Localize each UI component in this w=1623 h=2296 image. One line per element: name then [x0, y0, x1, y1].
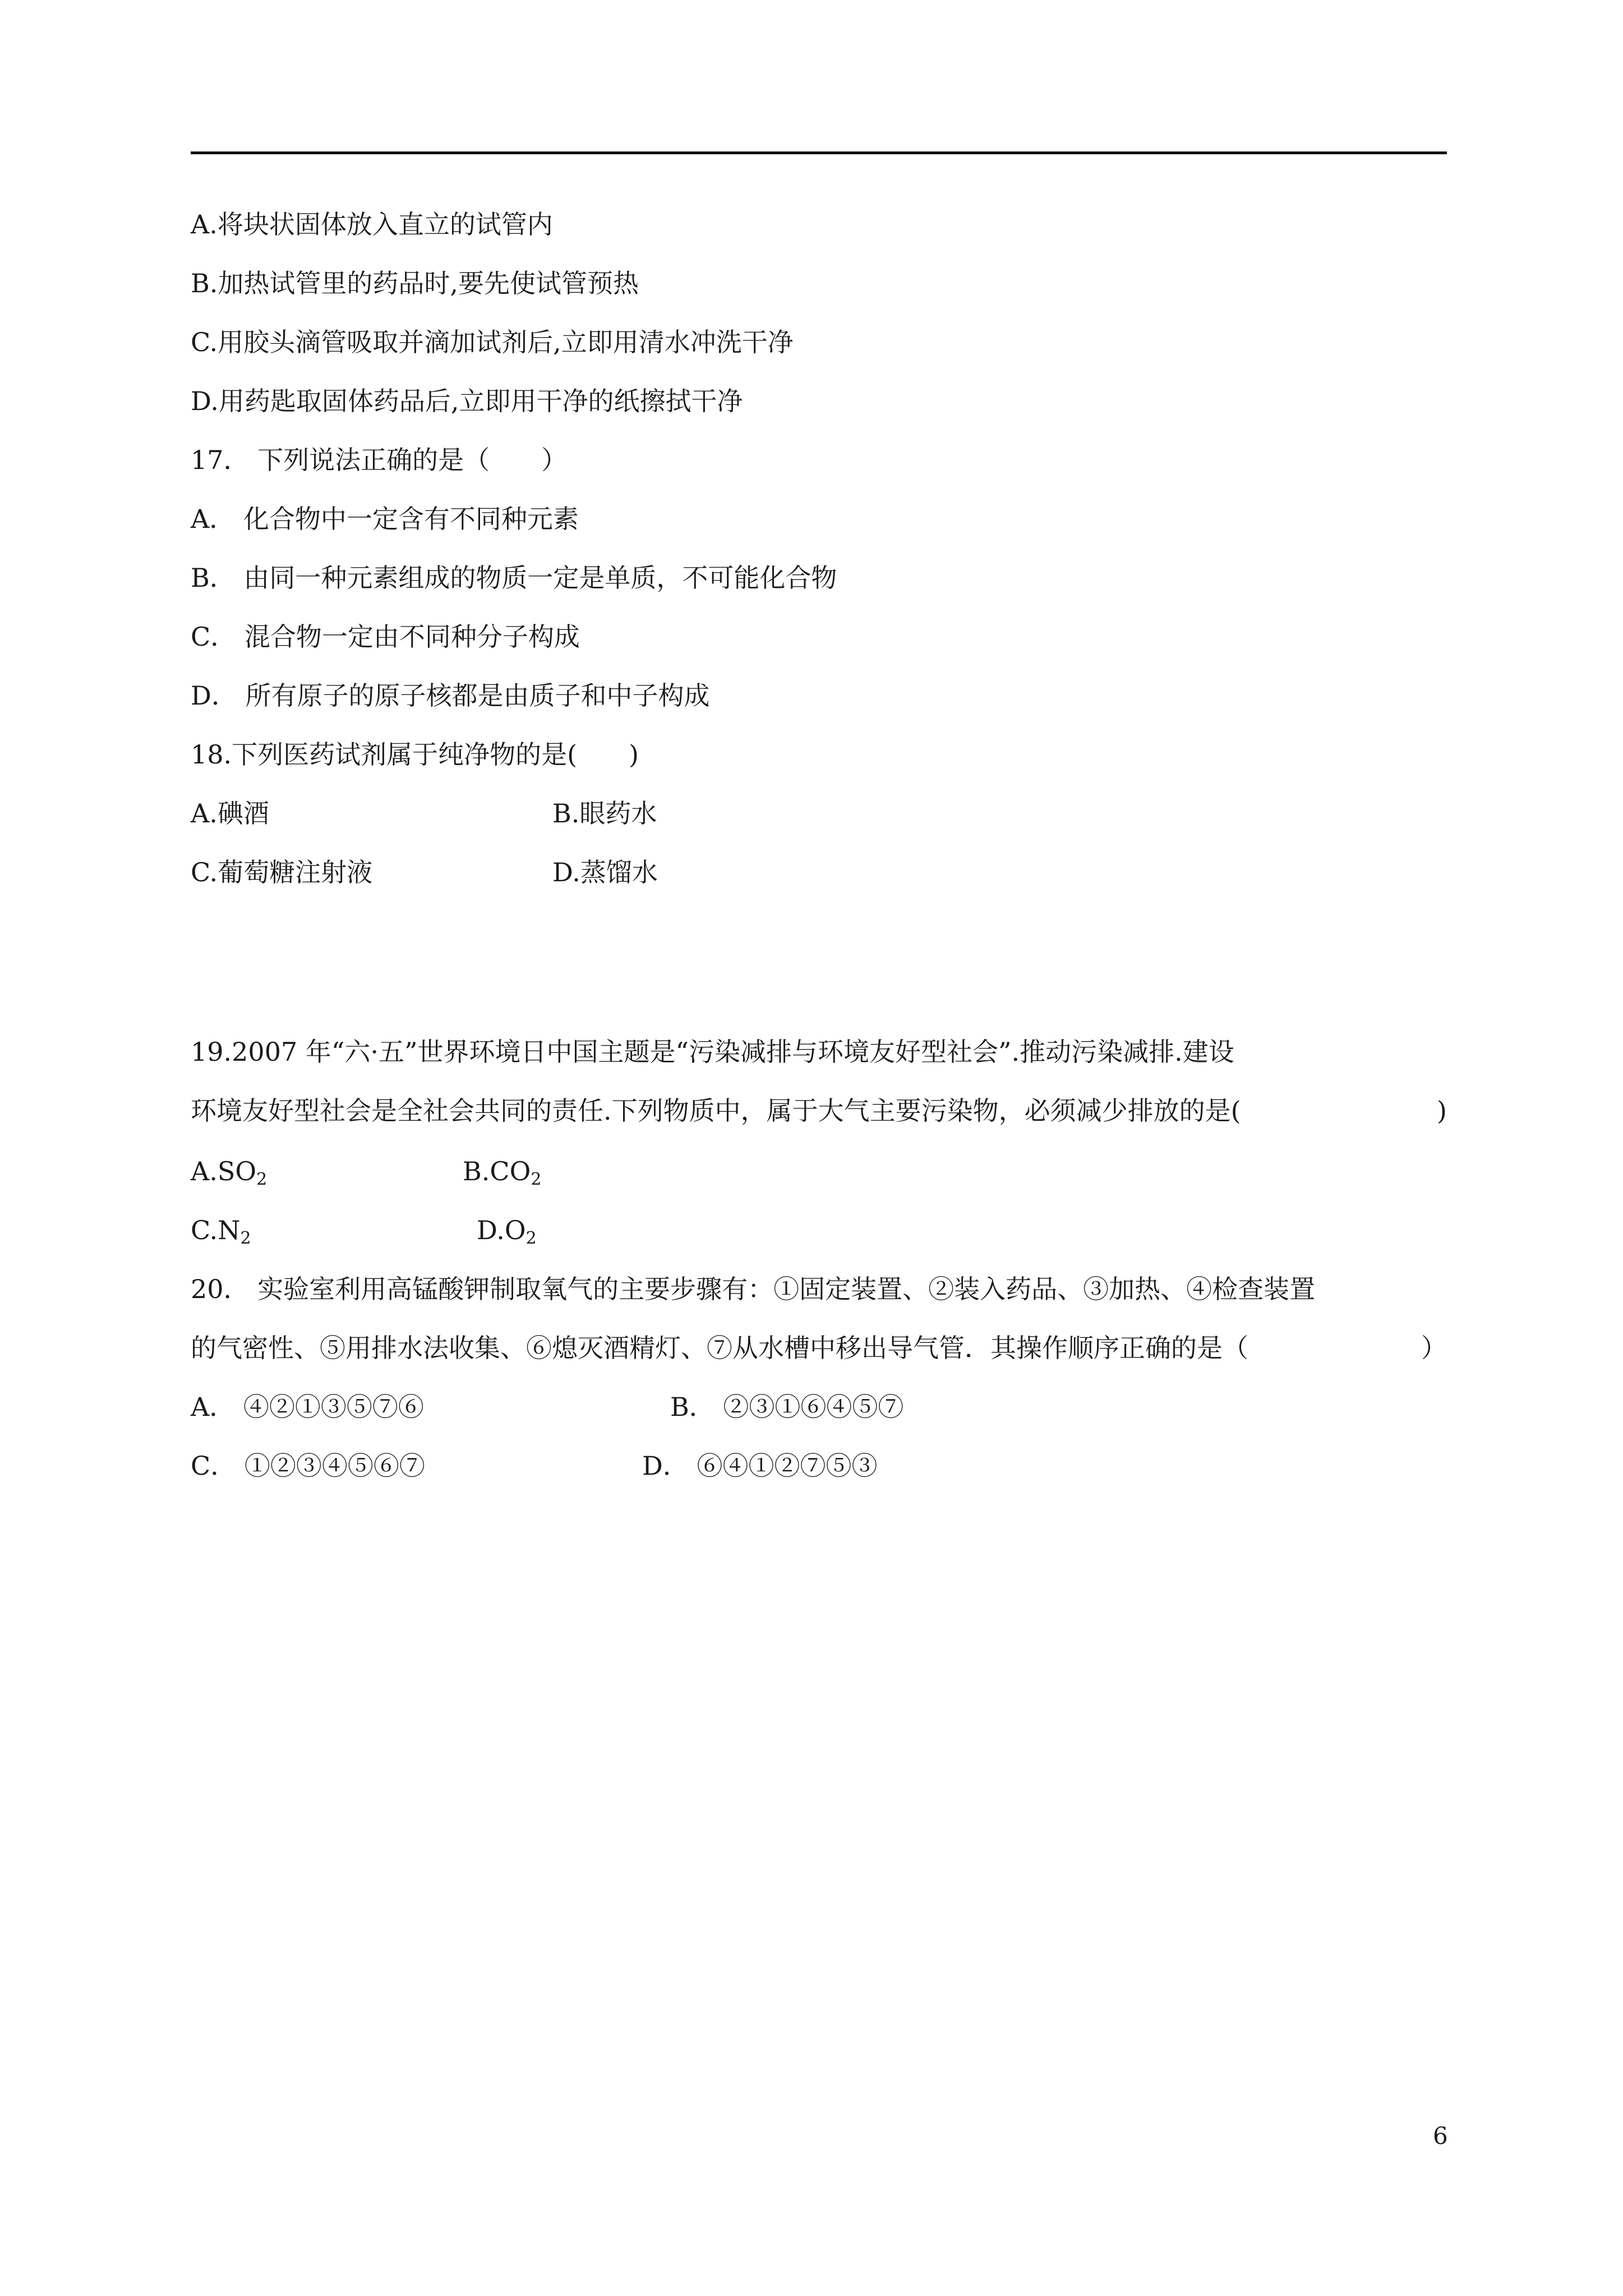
q20-stem-line1: 20． 实验室利用高锰酸钾制取氧气的主要步骤有：①固定装置、②装入药品、③加热、④检查装置	[191, 1274, 1316, 1304]
q18-option-b: B.眼药水	[552, 798, 657, 829]
q19-option-b	[463, 1154, 541, 1188]
q19-option-a-text: A.SO	[191, 1156, 257, 1186]
q17-option-b: B． 由同一种元素组成的物质一定是单质，不可能化合物	[191, 563, 837, 593]
q16-option-c: C.用胶头滴管吸取并滴加试剂后,立即用清水冲洗干净	[191, 327, 794, 357]
q19-option-d-subscript: 2	[525, 1228, 537, 1248]
q19-option-c-text: C.N	[191, 1215, 241, 1245]
q17-stem: 17． 下列说法正确的是（ ）	[191, 445, 568, 475]
q20-option-c: C． ①②③④⑤⑥⑦	[191, 1451, 425, 1481]
q19-option-a-subscript: 2	[256, 1170, 268, 1189]
q19-option-b-subscript: 2	[531, 1170, 542, 1189]
q20-option-b: B． ②③①⑥④⑤⑦	[670, 1392, 904, 1422]
header-rule	[191, 151, 1447, 154]
q17-option-a: A． 化合物中一定含有不同种元素	[191, 504, 579, 534]
page-number: 6	[1433, 2122, 1448, 2150]
q19-option-d-text: D.O	[477, 1215, 526, 1245]
q16-option-b: B.加热试管里的药品时,要先使试管预热	[191, 268, 639, 298]
q18-option-a: A.碘酒	[191, 798, 269, 829]
q19-answer-bracket: )	[1437, 1096, 1447, 1126]
q20-option-a: A． ④②①③⑤⑦⑥	[191, 1392, 424, 1422]
q19-stem-line2-text: 环境友好型社会是全社会共同的责任.下列物质中，属于大气主要污染物，必须减少排放的是(	[191, 1096, 1241, 1126]
q19-stem-line1: 19.2007 年“六·五”世界环境日中国主题是“污染减排与环境友好型社会”.推动污染减排.建设	[191, 1037, 1234, 1067]
q19-stem-line2	[191, 1094, 1447, 1128]
q20-stem-line2	[191, 1331, 1447, 1365]
q20-answer-bracket: ）	[1421, 1333, 1447, 1363]
q20-stem-line2-text: 的气密性、⑤用排水法收集、⑥熄灭酒精灯、⑦从水槽中移出导气管．其操作顺序正确的是（	[191, 1333, 1248, 1363]
q20-option-d: D． ⑥④①②⑦⑤③	[642, 1451, 878, 1481]
q17-option-d: D． 所有原子的原子核都是由质子和中子构成	[191, 680, 710, 711]
q16-option-a: A.将块状固体放入直立的试管内	[191, 209, 553, 240]
q19-option-d	[477, 1213, 537, 1247]
q16-option-d: D.用药匙取固体药品后,立即用干净的纸擦拭干净	[191, 386, 743, 416]
q19-option-b-text: B.CO	[463, 1156, 531, 1186]
q18-option-d: D.蒸馏水	[552, 857, 658, 887]
q19-option-a	[191, 1154, 267, 1188]
q18-option-c: C.葡萄糖注射液	[191, 857, 373, 887]
q17-option-c: C． 混合物一定由不同种分子构成	[191, 622, 580, 652]
q19-option-c	[191, 1213, 251, 1247]
q18-stem: 18.下列医药试剂属于纯净物的是( )	[191, 739, 639, 770]
q19-option-c-subscript: 2	[240, 1228, 251, 1248]
